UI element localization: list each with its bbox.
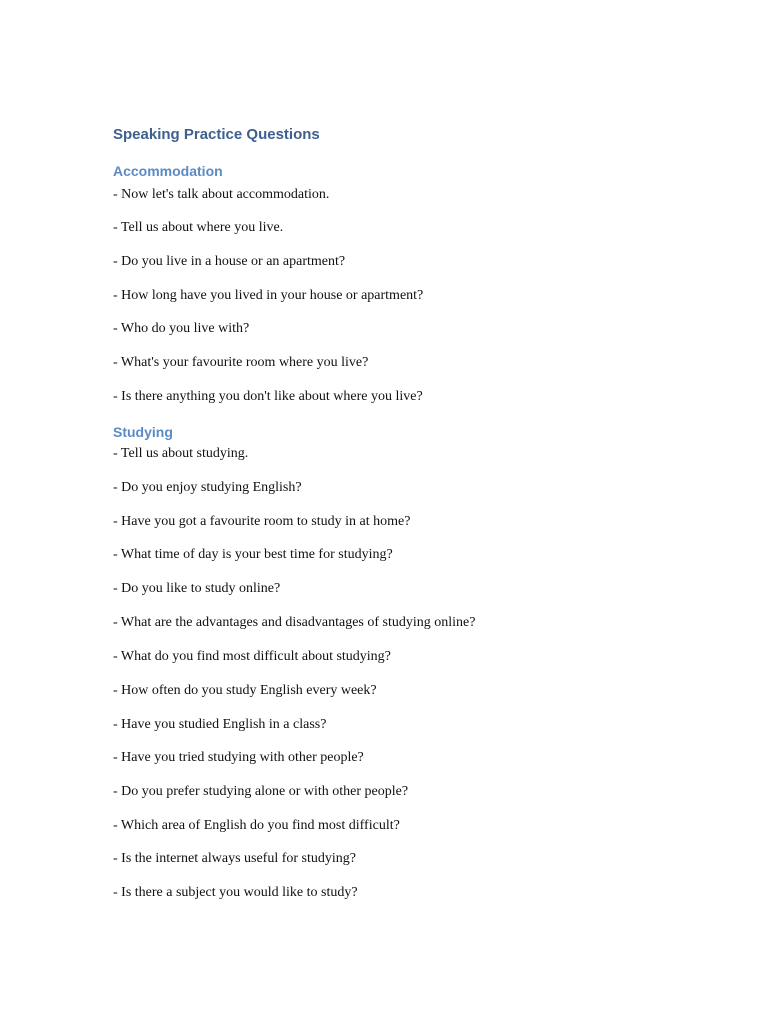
question-item: - Do you prefer studying alone or with other people? (113, 784, 409, 799)
question-item: - What do you find most difficult about studying? (113, 649, 391, 664)
question-item: - Is the internet always useful for studying? (113, 851, 356, 866)
section-heading-studying: Studying (113, 424, 173, 440)
section-heading-accommodation: Accommodation (113, 163, 223, 179)
question-item: - What time of day is your best time for studying? (113, 547, 393, 562)
question-item: - What's your favourite room where you live? (113, 355, 369, 370)
question-item: - Now let's talk about accommodation. (113, 187, 330, 202)
question-item: - Which area of English do you find most difficult? (113, 818, 400, 833)
question-item: - What are the advantages and disadvantages of studying online? (113, 615, 476, 630)
question-item: - Do you like to study online? (113, 581, 281, 596)
question-item: - Is there a subject you would like to study? (113, 885, 358, 900)
question-item: - Do you live in a house or an apartment? (113, 254, 346, 269)
question-item: - Do you enjoy studying English? (113, 480, 302, 495)
question-item: - How often do you study English every week? (113, 683, 377, 698)
page-title: Speaking Practice Questions (113, 126, 320, 143)
question-item: - Have you got a favourite room to study in at home? (113, 514, 411, 529)
question-item: - Have you tried studying with other people? (113, 750, 364, 765)
question-item: - Who do you live with? (113, 321, 250, 336)
question-item: - Tell us about where you live. (113, 220, 284, 235)
question-item: - Have you studied English in a class? (113, 717, 327, 732)
question-item: - How long have you lived in your house or apartment? (113, 288, 424, 303)
question-item: - Tell us about studying. (113, 446, 249, 461)
question-item: - Is there anything you don't like about where you live? (113, 389, 423, 404)
